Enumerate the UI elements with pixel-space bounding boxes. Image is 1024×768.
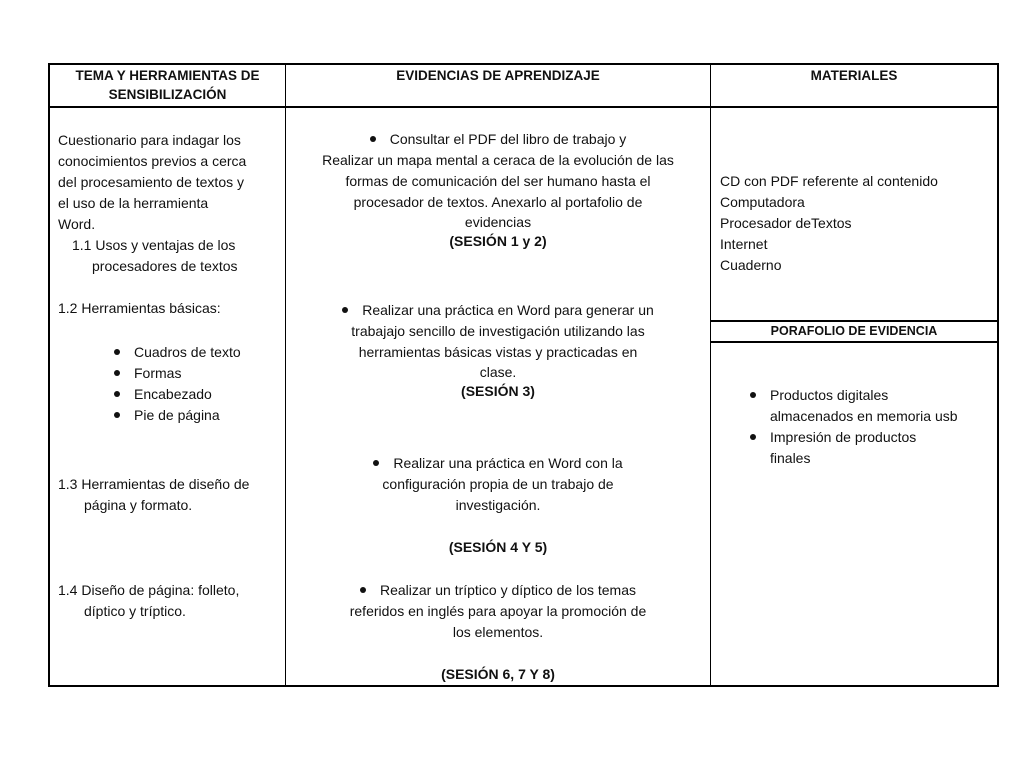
intro-line: conocimientos previos a cerca: [58, 153, 247, 169]
evidence-2-line: trabajajo sencillo de investigación utilizando las: [351, 323, 645, 339]
material-item: CD con PDF referente al contenido: [720, 173, 938, 189]
bullet-icon: [750, 434, 756, 440]
material-item: Computadora: [720, 194, 805, 210]
evidence-2-line: [286, 300, 710, 321]
bullet-icon: [114, 370, 120, 376]
header-divider: [48, 106, 999, 108]
evidence-4-line: referidos en inglés para apoyar la promoción de: [349, 603, 647, 619]
evidence-3-session: (SESIÓN 4 Y 5): [448, 539, 548, 555]
col1-intro: [58, 130, 246, 235]
list-item: [114, 405, 241, 426]
evidence-1-text: Consultar el PDF del libro de trabajo y: [389, 131, 627, 147]
section-1-4-title: 1.4 Diseño de página: folleto,: [58, 582, 240, 598]
evidence-2-session: (SESIÓN 3): [461, 383, 535, 399]
table-border-bottom: [48, 685, 999, 687]
header-evidencias-text: EVIDENCIAS DE APRENDIZAJE: [396, 68, 600, 83]
header-materiales-text: MATERIALES: [810, 68, 898, 83]
list-item: [114, 363, 241, 384]
evidence-3-line: investigación.: [455, 497, 541, 513]
section-1-1-title: 1.1 Usos y ventajas de los: [72, 237, 236, 253]
col1-section-1-4: [58, 580, 239, 622]
list-item-text: Pie de página: [134, 407, 220, 423]
evidence-3-text: Realizar una práctica en Word con la: [393, 455, 623, 471]
section-1-1-title-cont: procesadores de textos: [92, 258, 238, 274]
intro-line: Word.: [58, 216, 96, 232]
evidence-4-line: [286, 580, 710, 601]
list-item: [114, 342, 241, 363]
portfolio-item: [750, 385, 958, 406]
evidence-3-line: configuración propia de un trabajo de: [382, 476, 614, 492]
header-portafolio: [711, 322, 997, 341]
bullet-icon: [750, 392, 756, 398]
portfolio-list: [750, 385, 958, 469]
evidence-1-line: procesador de textos. Anexarlo al portafolio de: [353, 194, 643, 210]
evidence-2-text: Realizar una práctica en Word para generar un: [362, 302, 654, 318]
portfolio-item-cont: almacenados en memoria usb: [770, 408, 958, 424]
materials-list: [720, 171, 938, 276]
material-item: Cuaderno: [720, 257, 782, 273]
evidence-1-line: evidencias: [464, 214, 532, 230]
evidence-1-line: formas de comunicación del ser humano hasta el: [345, 173, 651, 189]
header-tema-text: TEMA Y HERRAMIENTAS DE SENSIBILIZACIÓN: [75, 68, 260, 102]
table-border-right: [997, 63, 999, 687]
list-item-text: Formas: [134, 365, 182, 381]
section-1-3-title: 1.3 Herramientas de diseño de: [58, 476, 250, 492]
col1-section-1-1: [72, 235, 238, 277]
evidence-3: [286, 453, 710, 516]
header-portafolio-text: PORAFOLIO DE EVIDENCIA: [770, 324, 938, 338]
header-materiales: [711, 66, 997, 85]
section-1-4-title-cont: díptico y tríptico.: [84, 603, 186, 619]
material-item: Procesador deTextos: [720, 215, 852, 231]
list-item-text: Encabezado: [134, 386, 212, 402]
intro-line: del procesamiento de textos y: [58, 174, 244, 190]
evidence-2: [286, 300, 710, 402]
portfolio-item: [750, 427, 958, 448]
portfolio-item-text: Productos digitales: [770, 387, 889, 403]
evidence-4-session: (SESIÓN 6, 7 Y 8): [441, 666, 555, 682]
section-1-2-title: 1.2 Herramientas básicas:: [58, 300, 221, 316]
col1-tools-list: [114, 342, 241, 426]
header-tema: [50, 66, 285, 104]
section-1-3-title-cont: página y formato.: [84, 497, 193, 513]
bullet-icon: [114, 349, 120, 355]
intro-line: Cuestionario para indagar los: [58, 132, 241, 148]
evidence-2-line: clase.: [479, 364, 517, 380]
evidence-4: [286, 580, 710, 643]
list-item-text: Cuadros de texto: [134, 344, 241, 360]
table-border-top: [48, 63, 999, 65]
portfolio-divider-bottom: [710, 341, 999, 343]
bullet-icon: [360, 587, 366, 593]
intro-line: el uso de la herramienta: [58, 195, 209, 211]
column-divider-2: [710, 63, 711, 687]
table-border-left: [48, 63, 50, 687]
evidence-4-text: Realizar un tríptico y díptico de los temas: [379, 582, 636, 598]
evidence-2-line: herramientas básicas vistas y practicadas en: [358, 344, 638, 360]
list-item: [114, 384, 241, 405]
portfolio-item-cont: finales: [770, 450, 811, 466]
portfolio-item-text: Impresión de productos: [770, 429, 917, 445]
col1-section-1-3: [58, 474, 249, 516]
material-item: Internet: [720, 236, 768, 252]
header-evidencias: [286, 66, 710, 85]
bullet-icon: [342, 307, 348, 313]
col1-section-1-2: [58, 298, 221, 319]
evidence-4-line: los elementos.: [452, 624, 544, 640]
evidence-1: [286, 129, 710, 252]
bullet-icon: [370, 136, 376, 142]
bullet-icon: [373, 460, 379, 466]
bullet-icon: [114, 391, 120, 397]
evidence-3-line: [286, 453, 710, 474]
evidence-1-session: (SESIÓN 1 y 2): [449, 233, 547, 249]
bullet-icon: [114, 412, 120, 418]
evidence-1-line: Realizar un mapa mental a ceraca de la evolución de las: [322, 152, 674, 168]
evidence-1-line: [286, 129, 710, 150]
